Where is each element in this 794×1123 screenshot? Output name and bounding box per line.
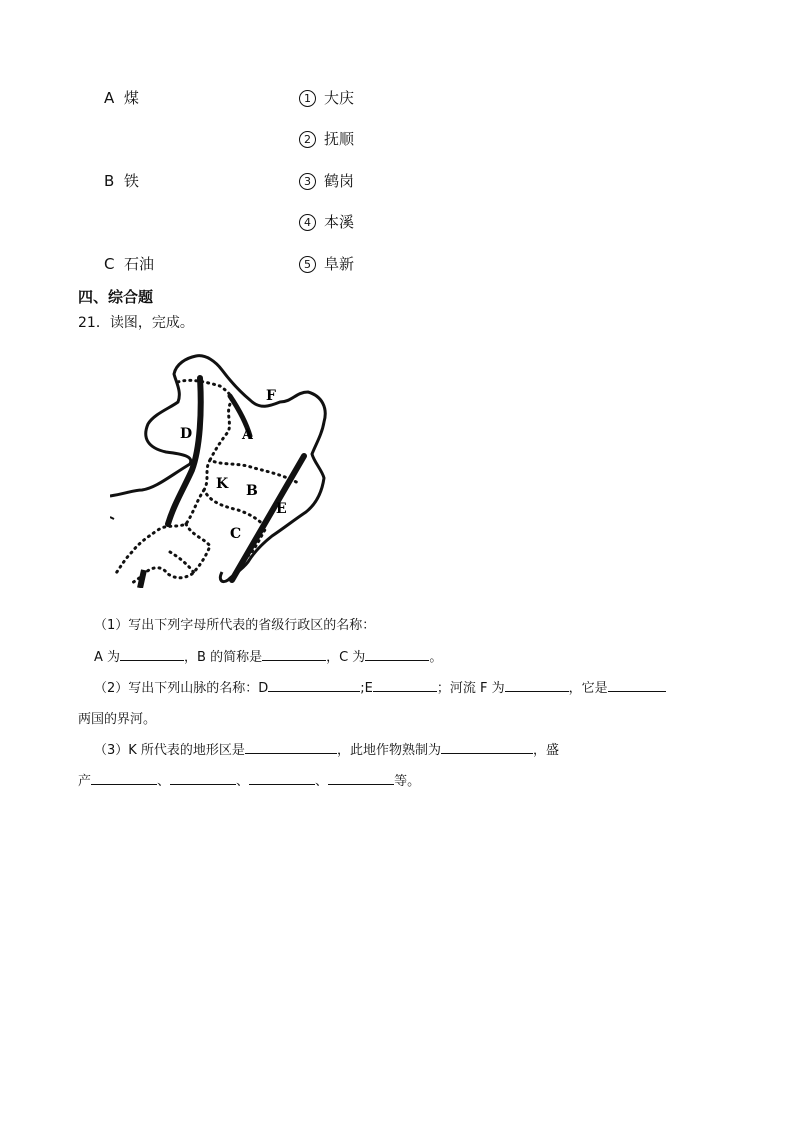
- q2-prompt: （2）写出下列山脉的名称：D ;E ；河流 F 为 ，它是: [94, 677, 666, 696]
- circled-number: 1: [299, 90, 316, 107]
- circled-number: 4: [299, 214, 316, 231]
- answer-blank: [365, 646, 429, 661]
- map-label-e: E: [276, 501, 287, 517]
- answer-blank: [608, 677, 666, 692]
- map-label-k: K: [216, 476, 229, 492]
- answer-blank: [373, 677, 437, 692]
- city-5: 5 阜新: [299, 253, 354, 274]
- answer-blank: [245, 739, 337, 754]
- answer-blank: [328, 770, 394, 785]
- resource-a: A 煤: [104, 89, 139, 107]
- q3-prompt: （3）K 所代表的地形区是 ，此地作物熟制为 ，盛: [94, 739, 559, 758]
- question-stem: 21．读图，完成。: [78, 315, 194, 331]
- q2-line2: 两国的界河。: [78, 712, 157, 727]
- q3-line2: 产 、 、 、 等。: [78, 770, 420, 789]
- resource-c: C 石油: [104, 255, 155, 273]
- map-label-f: F: [266, 388, 276, 404]
- answer-blank: [505, 677, 569, 692]
- section-heading: 四、综合题: [78, 288, 154, 306]
- circled-number: 3: [299, 173, 316, 190]
- northeast-china-map: [110, 352, 332, 588]
- map-label-a: A: [242, 427, 253, 443]
- city-2: 2 抚顺: [299, 128, 354, 149]
- range-d: [168, 378, 201, 524]
- q1-prompt: （1）写出下列字母所代表的省级行政区的名称：: [94, 618, 376, 633]
- answer-blank: [120, 646, 184, 661]
- map-outline: [110, 356, 325, 582]
- circled-number: 5: [299, 256, 316, 273]
- q1-blanks: A 为 ，B 的简称是 ，C 为 。: [94, 646, 442, 665]
- map-label-d: D: [180, 426, 193, 442]
- answer-blank: [441, 739, 533, 754]
- range-e: [232, 456, 304, 580]
- map-label-b: B: [246, 483, 258, 499]
- answer-blank: [91, 770, 157, 785]
- city-3: 3 鹤岗: [299, 170, 354, 191]
- circled-number: 2: [299, 131, 316, 148]
- resource-b: B 铁: [104, 172, 139, 190]
- city-4: 4 本溪: [299, 211, 354, 232]
- answer-blank: [268, 677, 360, 692]
- answer-blank: [249, 770, 315, 785]
- answer-blank: [262, 646, 326, 661]
- answer-blank: [170, 770, 236, 785]
- map-label-c: C: [230, 526, 242, 542]
- city-1: 1 大庆: [299, 87, 354, 108]
